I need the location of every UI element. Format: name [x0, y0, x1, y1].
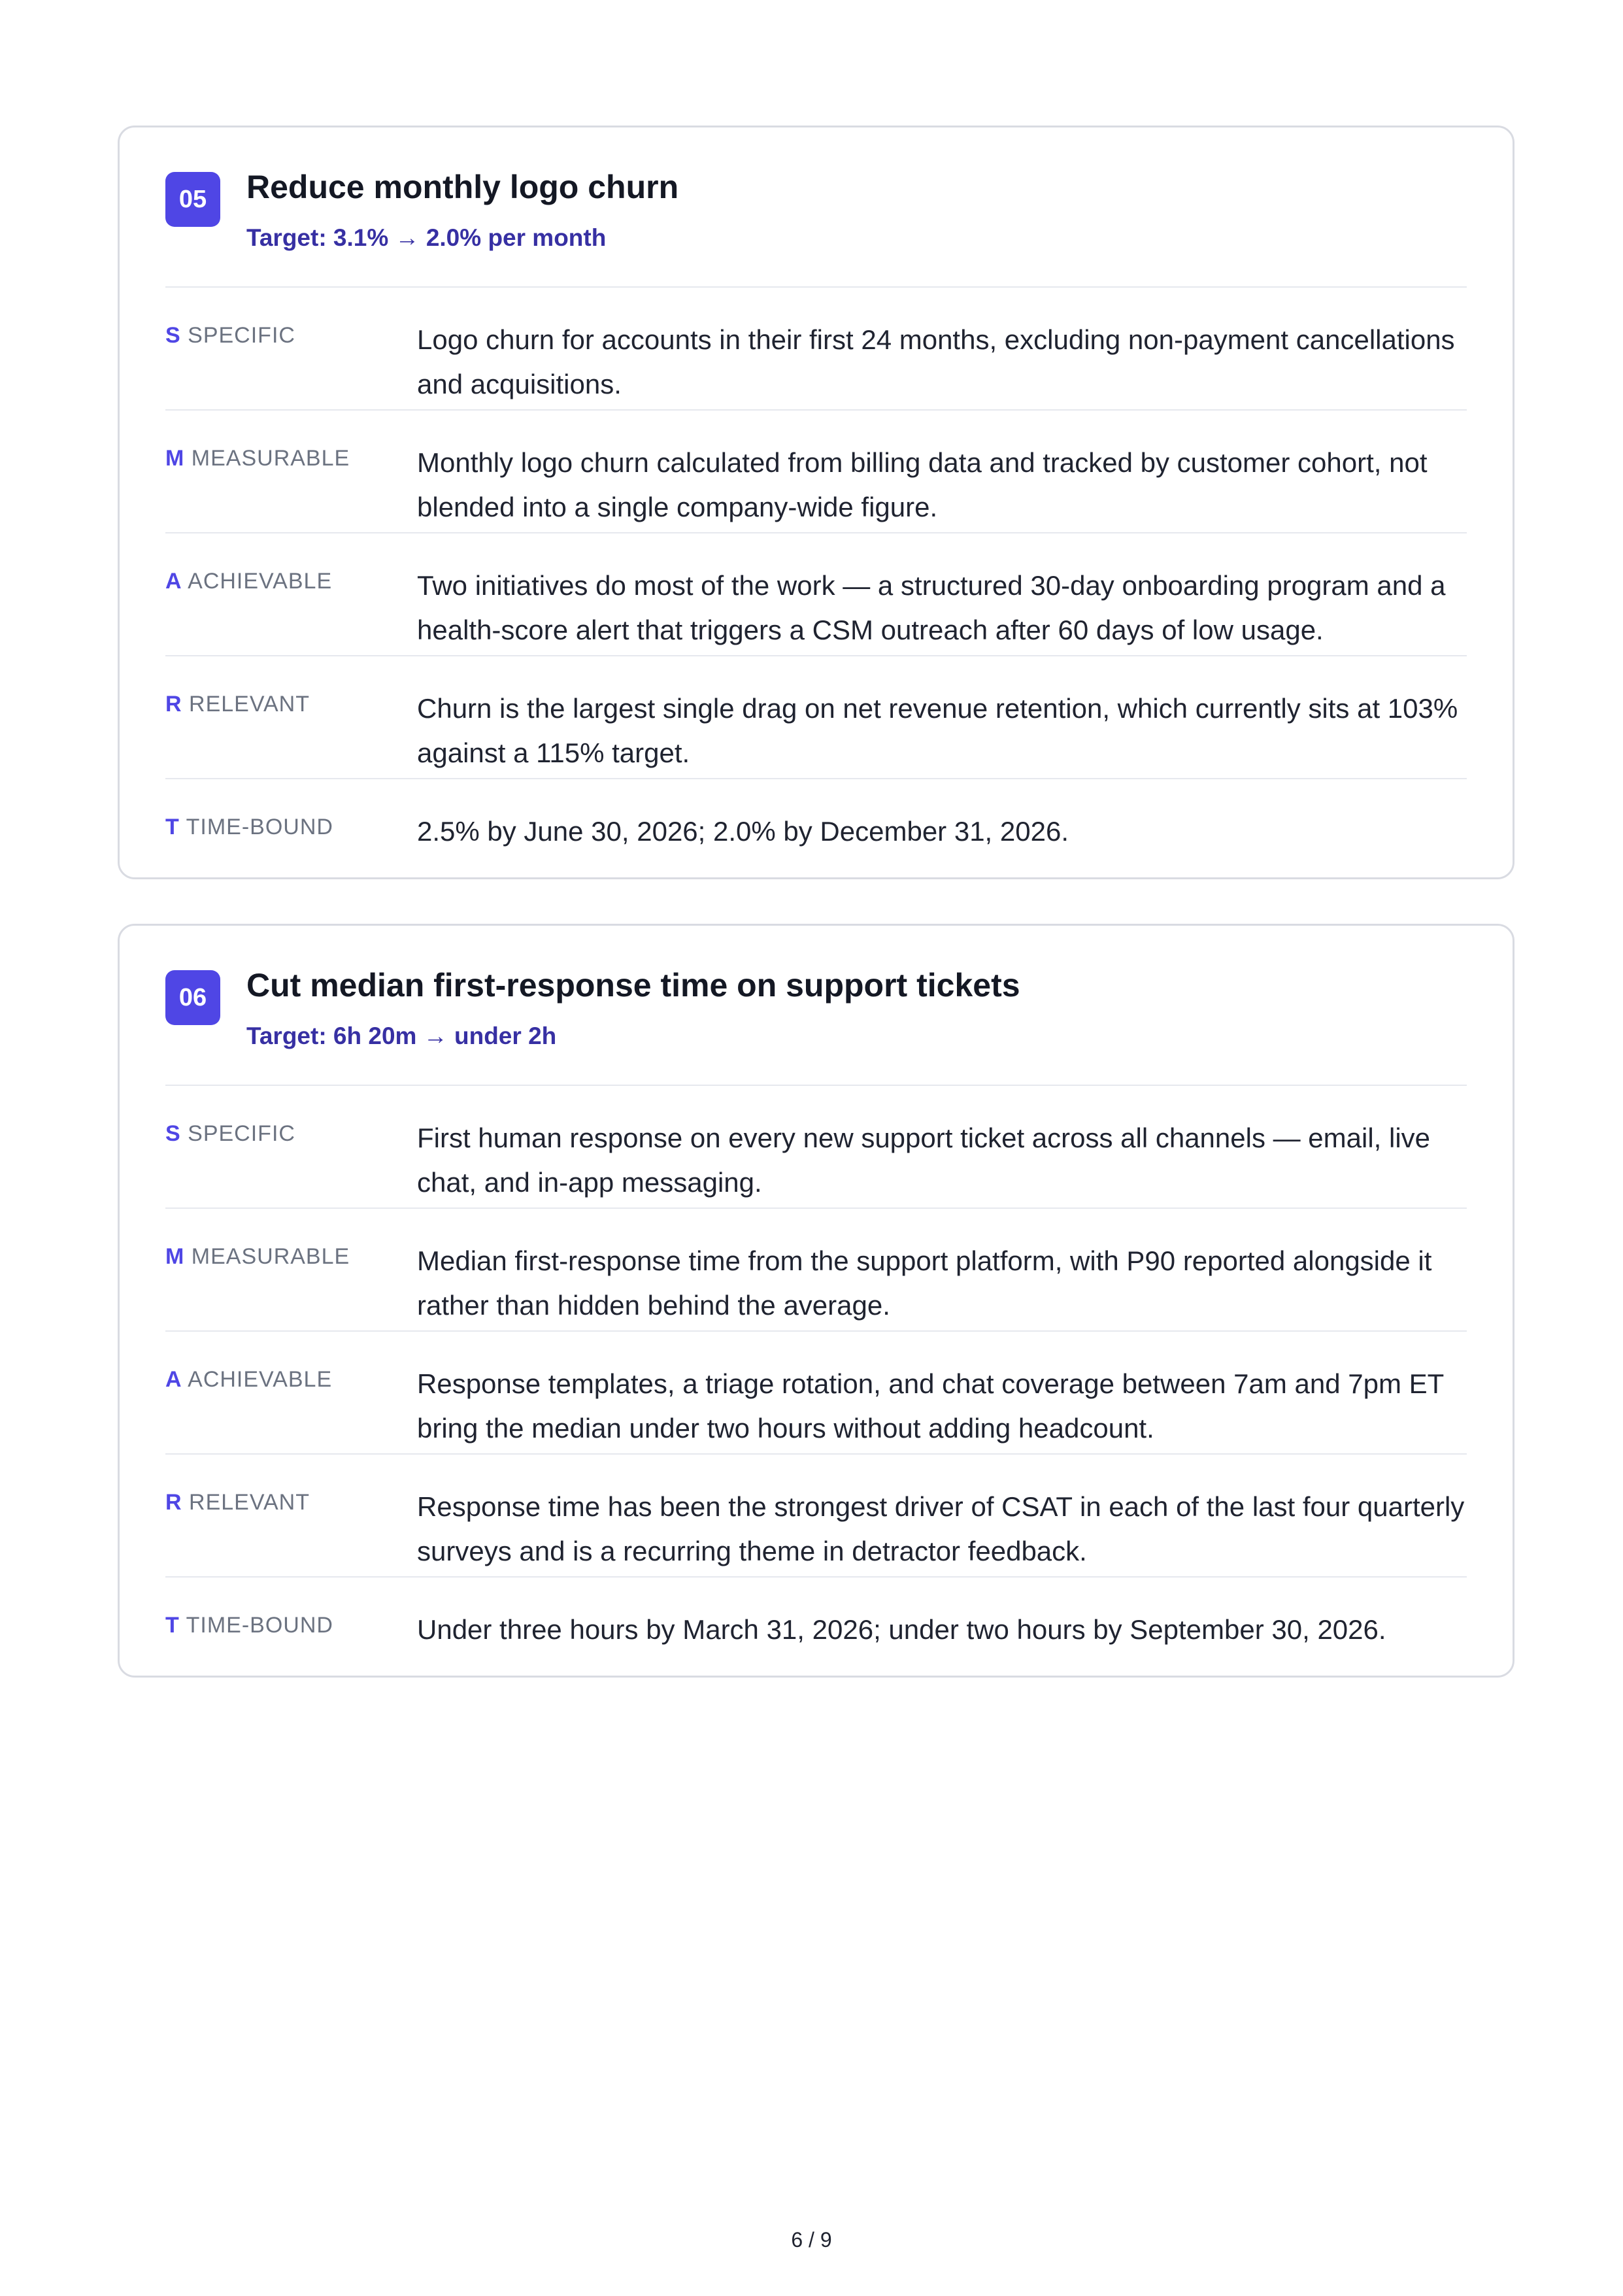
smart-label-text: MEASURABLE — [191, 1244, 350, 1269]
smart-text: Churn is the largest single drag on net revenue retention, which currently sits at 103% against a 115% target. — [417, 693, 1458, 768]
smart-text: Logo churn for accounts in their first 24 months, excluding non-payment cancellations and acquisitions. — [417, 324, 1455, 399]
smart-row-achievable — [165, 533, 1467, 656]
smart-label — [165, 1613, 333, 1638]
smart-label-text: RELEVANT — [189, 1490, 310, 1515]
smart-label — [165, 323, 295, 348]
smart-label — [165, 692, 310, 717]
smart-label-text: SPECIFIC — [188, 323, 295, 348]
goal-number-badge: 06 — [165, 970, 220, 1025]
smart-row-achievable — [165, 1332, 1467, 1455]
goal-target: Target: 6h 20m → under 2h — [246, 1022, 557, 1049]
goal-title: Reduce monthly logo churn — [246, 169, 679, 205]
goal-title: Cut median first-response time on support tickets — [246, 967, 1020, 1004]
goal-card — [118, 126, 1514, 879]
smart-letter: A — [165, 1367, 182, 1392]
goal-header — [165, 127, 1467, 288]
smart-letter: S — [165, 323, 181, 348]
smart-label-text: SPECIFIC — [188, 1121, 295, 1146]
smart-letter: M — [165, 1244, 185, 1269]
smart-label — [165, 1121, 295, 1147]
smart-label-text: ACHIEVABLE — [188, 1367, 333, 1392]
smart-label — [165, 1490, 310, 1515]
goal-card — [118, 924, 1514, 1678]
goal-target: Target: 3.1% → 2.0% per month — [246, 224, 607, 251]
smart-letter: T — [165, 815, 180, 839]
smart-row-specific — [165, 288, 1467, 411]
smart-label — [165, 815, 333, 840]
smart-label-text: ACHIEVABLE — [188, 569, 333, 594]
smart-text: Response templates, a triage rotation, and chat coverage between 7am and 7pm ET bring the median under two hours without adding headcount. — [417, 1368, 1444, 1443]
smart-row-relevant — [165, 656, 1467, 779]
goal-number-badge: 05 — [165, 172, 220, 227]
smart-row-specific — [165, 1086, 1467, 1209]
smart-letter: S — [165, 1121, 181, 1146]
smart-label-text: TIME-BOUND — [186, 815, 333, 839]
smart-label — [165, 1367, 332, 1393]
smart-row-relevant — [165, 1455, 1467, 1578]
smart-row-time-bound — [165, 779, 1467, 877]
smart-letter: M — [165, 446, 185, 471]
smart-text: Two initiatives do most of the work — a structured 30-day onboarding program and a health-score alert that triggers a CSM outreach after 60 days of low usage. — [417, 570, 1446, 645]
goal-header — [165, 926, 1467, 1086]
smart-letter: T — [165, 1613, 180, 1638]
smart-row-measurable — [165, 411, 1467, 533]
smart-text: Median first-response time from the support platform, with P90 reported alongside it rather than hidden behind the average. — [417, 1245, 1432, 1321]
smart-text: Response time has been the strongest driver of CSAT in each of the last four quarterly surveys and is a recurring theme in detractor feedback. — [417, 1491, 1465, 1566]
smart-label — [165, 569, 332, 594]
smart-label-text: RELEVANT — [189, 692, 310, 717]
smart-label-text: TIME-BOUND — [186, 1613, 333, 1638]
smart-text: First human response on every new support ticket across all channels — email, live chat, and in-app messaging. — [417, 1123, 1431, 1198]
smart-text: 2.5% by June 30, 2026; 2.0% by December 31, 2026. — [417, 816, 1069, 847]
smart-row-time-bound — [165, 1578, 1467, 1676]
smart-letter: R — [165, 692, 182, 717]
smart-letter: A — [165, 569, 182, 594]
smart-letter: R — [165, 1490, 182, 1515]
page-number: 6 / 9 — [791, 2228, 832, 2252]
smart-row-measurable — [165, 1209, 1467, 1332]
smart-text: Under three hours by March 31, 2026; under two hours by September 30, 2026. — [417, 1614, 1386, 1645]
smart-label — [165, 1244, 350, 1270]
smart-text: Monthly logo churn calculated from billing data and tracked by customer cohort, not blended into a single company-wide figure. — [417, 447, 1428, 522]
smart-label-text: MEASURABLE — [191, 446, 350, 471]
smart-label — [165, 446, 350, 471]
